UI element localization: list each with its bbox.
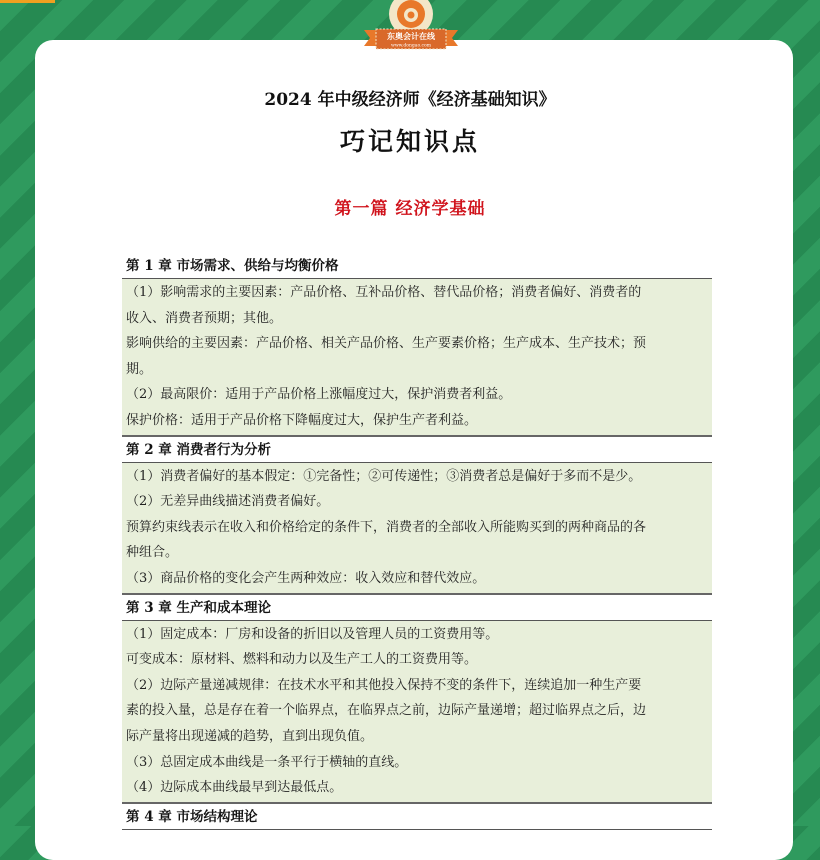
text-line: 可变成本：原材料、燃料和动力以及生产工人的工资费用等。 bbox=[126, 652, 478, 668]
text-line: （2）最高限价：适用于产品价格上涨幅度过大，保护消费者利益。 bbox=[126, 387, 512, 403]
chapter-body bbox=[122, 463, 712, 595]
text-line: 种组合。 bbox=[126, 545, 179, 561]
text-line: 期。 bbox=[126, 361, 153, 377]
text-line: （3）商品价格的变化会产生两种效应：收入效应和替代效应。 bbox=[126, 570, 486, 586]
text-line: 收入、消费者预期；其他。 bbox=[126, 310, 283, 326]
chapter-list bbox=[122, 255, 712, 830]
text-line: 预算约束线表示在收入和价格给定的条件下，消费者的全部收入所能购买到的两种商品的各 bbox=[126, 519, 647, 535]
text-line: 素的投入量，总是存在着一个临界点，在临界点之前，边际产量递增；超过临界点之后，边 bbox=[126, 703, 647, 719]
text-line: （1）影响需求的主要因素：产品价格、互补品价格、替代品价格；消费者偏好、消费者的 bbox=[126, 285, 642, 300]
text-line: （4）边际成本曲线最早到达最低点。 bbox=[126, 780, 343, 796]
text-line: （2）边际产量递减规律：在技术水平和其他投入保持不变的条件下，连续追加一种生产要 bbox=[126, 677, 642, 693]
svg-text:东奥会计在线: 东奥会计在线 bbox=[387, 31, 435, 41]
text-line: 际产量将出现递减的趋势，直到出现负值。 bbox=[126, 728, 374, 744]
text-line: （2）无差异曲线描述消费者偏好。 bbox=[126, 494, 330, 510]
text-line: （3）总固定成本曲线是一条平行于横轴的直线。 bbox=[126, 754, 408, 770]
chapter-body bbox=[122, 279, 712, 437]
document-subtitle: 巧记知识点 bbox=[339, 127, 480, 156]
svg-text:www.dongao.com: www.dongao.com bbox=[390, 43, 432, 49]
chapter-body bbox=[122, 621, 712, 804]
chapter-heading: 第 1 章 市场需求、供给与均衡价格 bbox=[122, 255, 712, 279]
document-title: 2024 年中级经济师《经济基础知识》 bbox=[264, 90, 556, 110]
dongao-logo bbox=[362, 0, 460, 52]
part-heading: 第一篇 经济学基础 bbox=[334, 199, 486, 219]
text-line: （1）消费者偏好的基本假定：①完备性；②可传递性；③消费者总是偏好于多而不是少。 bbox=[126, 468, 642, 484]
text-line: （1）固定成本：厂房和设备的折旧以及管理人员的工资费用等。 bbox=[126, 626, 499, 642]
chapter-heading: 第 2 章 消费者行为分析 bbox=[122, 439, 712, 463]
text-line: 影响供给的主要因素：产品价格、相关产品价格、生产要素价格；生产成本、生产技术；预 bbox=[126, 336, 647, 352]
chapter-heading: 第 4 章 市场结构理论 bbox=[122, 806, 712, 830]
corner-accent bbox=[0, 0, 55, 3]
text-line: 保护价格：适用于产品价格下降幅度过大，保护生产者利益。 bbox=[126, 412, 478, 428]
chapter-heading: 第 3 章 生产和成本理论 bbox=[122, 597, 712, 621]
